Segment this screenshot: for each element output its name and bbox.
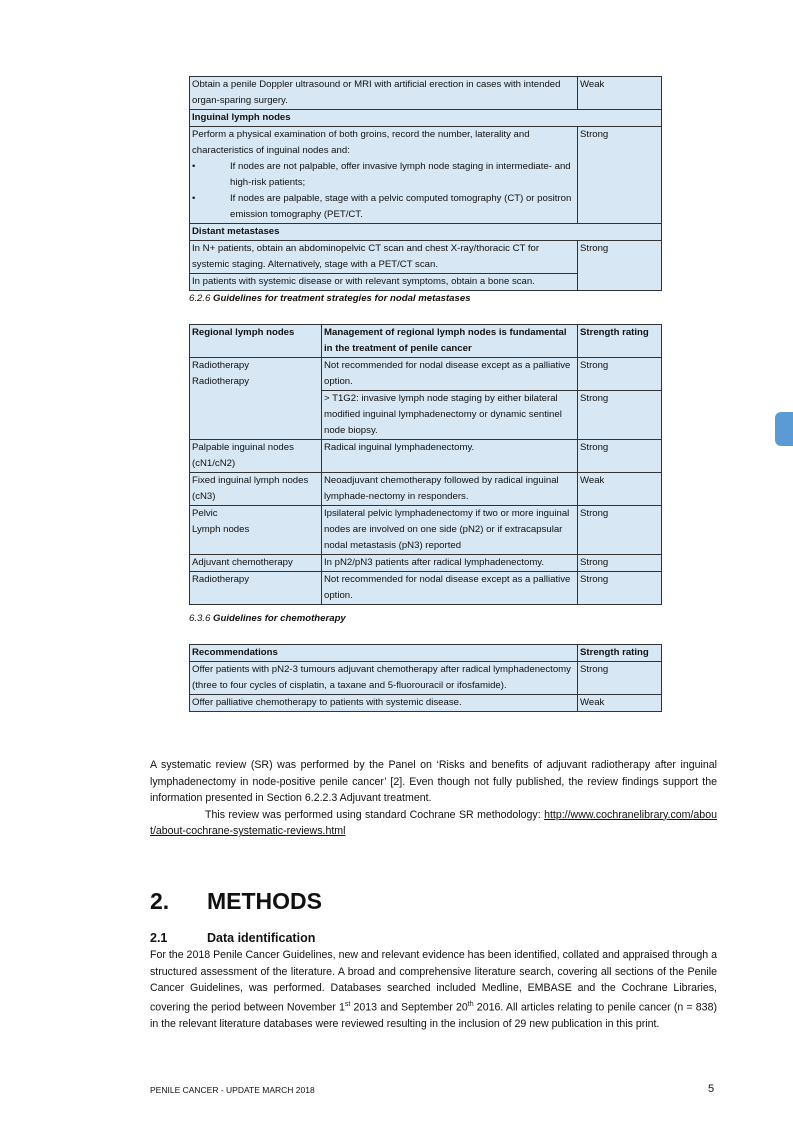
node-cell: Palpable inguinal nodes (cN1/cN2) xyxy=(190,440,322,473)
table-row xyxy=(190,241,662,274)
section-header: Distant metastases xyxy=(190,224,662,241)
rating-cell: Strong xyxy=(578,555,662,572)
recommendation-cell: Not recommended for nodal disease except as a palliative option. xyxy=(322,572,578,605)
rating-cell: Strong xyxy=(578,662,662,695)
page-number: 5 xyxy=(708,1083,715,1095)
side-tab-marker[interactable] xyxy=(775,412,793,446)
cochrane-link[interactable]: http://www.cochranelibrary.com/about/about-cochrane-systematic-reviews.html xyxy=(150,808,717,837)
methods-paragraph: For the 2018 Penile Cancer Guidelines, new and relevant evidence has been identified, collated and appraised through a structured assessment of the literature. A broad and comprehensive literature search, covering all sections of the Penile Cancer Guidelines, was performed. Databases searched included Medline, EMBASE and the Cochrane Libraries, covering the period between November 1st 2013 and September 20th 2016. All articles relating to penile cancer (n = 838) in the relevant literature databases were reviewed resulting in the inclusion of 29 new publication in this print. xyxy=(150,949,717,1030)
column-header: Strength rating xyxy=(578,645,662,662)
column-header: Strength rating xyxy=(578,325,662,358)
rating-cell: Weak xyxy=(578,473,662,506)
bullet-text: If nodes are not palpable, offer invasive lymph node staging in intermediate- and high-risk patients; xyxy=(230,161,571,188)
section-header: Inguinal lymph nodes xyxy=(190,110,662,127)
recommendation-cell: Radical inguinal lymphadenectomy. xyxy=(322,440,578,473)
recommendation-cell: Offer patients with pN2-3 tumours adjuvant chemotherapy after radical lymphadenectomy (three to four cycles of cisplatin, a taxane and 5-fluorouracil or ifosfamide). xyxy=(190,662,578,695)
node-cell: Pelvic Lymph nodes xyxy=(190,506,322,555)
column-header: Management of regional lymph nodes is fundamental in the treatment of penile cancer xyxy=(322,325,578,358)
recommendation-cell: Ipsilateral pelvic lymphadenectomy if two or more inguinal nodes are involved on one side (pN2) or if extracapsular nodal metastasis (pN3) reported xyxy=(322,506,578,555)
data-identification-heading: 2.1 Data identification xyxy=(150,931,316,945)
table-section-row xyxy=(190,224,662,241)
table-row xyxy=(190,473,662,506)
chemotherapy-table xyxy=(189,644,662,712)
rating-cell: Strong xyxy=(578,391,662,440)
recommendation-cell: In patients with systemic disease or with relevant symptoms, obtain a bone scan. xyxy=(190,274,578,291)
bullet-text: If nodes are palpable, stage with a pelvic computed tomography (CT) or positron emission tomography (PET/CT. xyxy=(230,193,572,220)
node-cell: Radiotherapy Radiotherapy xyxy=(190,358,322,440)
paragraph-text: A systematic review (SR) was performed by the Panel on ‘Risks and benefits of adjuvant radiotherapy after inguinal lymphadenectomy in node-positive penile cancer’ [2]. Even though not fully published, the review findings support the information presented in Section 6.2.2.3 Adjuvant treatment. xyxy=(150,759,717,804)
bullet-item: • If nodes are not palpable, offer invasive lymph node staging in intermediate- and high-risk patients; xyxy=(192,159,575,191)
recommendation-cell: Not recommended for nodal disease except as a palliative option. xyxy=(322,358,578,391)
methods-heading: 2. METHODS xyxy=(150,888,322,914)
section-heading-6-3-6: 6.3.6 Guidelines for chemotherapy xyxy=(189,613,346,624)
recommendation-cell: In pN2/pN3 patients after radical lymphadenectomy. xyxy=(322,555,578,572)
table-header-row xyxy=(190,645,662,662)
table-row xyxy=(190,358,662,391)
node-cell: Adjuvant chemotherapy xyxy=(190,555,322,572)
table-header-row xyxy=(190,325,662,358)
table-row xyxy=(190,506,662,555)
table-row xyxy=(190,662,662,695)
page-footer: PENILE CANCER - UPDATE MARCH 2018 xyxy=(150,1085,315,1095)
recommendation-cell: Neoadjuvant chemotherapy followed by radical inguinal lymphade-nectomy in responders. xyxy=(322,473,578,506)
rating-cell: Strong xyxy=(578,127,662,224)
rating-cell: Strong xyxy=(578,358,662,391)
rating-cell: Weak xyxy=(578,77,662,110)
rating-cell: Weak xyxy=(578,695,662,712)
table-row xyxy=(190,555,662,572)
paragraph-text: This review was performed using standard Cochrane SR methodology: http://www.cochranelibrary.com/about/about-cochrane-systematic-reviews.html xyxy=(150,808,717,837)
column-header: Recommendations xyxy=(190,645,578,662)
table-row xyxy=(190,440,662,473)
rating-cell: Strong xyxy=(578,241,662,291)
recommendation-cell: In N+ patients, obtain an abdominopelvic CT scan and chest X-ray/thoracic CT for systemic staging. Alternatively, stage with a PET/CT scan. xyxy=(190,241,578,274)
section-heading-6-2-6: 6.2.6 Guidelines for treatment strategies for nodal metastases xyxy=(189,293,471,304)
recommendation-cell: Offer palliative chemotherapy to patients with systemic disease. xyxy=(190,695,578,712)
rating-cell: Strong xyxy=(578,440,662,473)
column-header: Regional lymph nodes xyxy=(190,325,322,358)
recommendation-text: Perform a physical examination of both groins, record the number, laterality and characteristics of inguinal nodes and: xyxy=(192,129,530,156)
recommendation-cell: Obtain a penile Doppler ultrasound or MRI with artificial erection in cases with intended organ-sparing surgery. xyxy=(190,77,578,110)
nodal-metastases-table xyxy=(189,324,662,605)
body-paragraph xyxy=(150,757,717,840)
recommendation-cell: > T1G2: invasive lymph node staging by either bilateral modified inguinal lymphadenectomy or dynamic sentinel node biopsy. xyxy=(322,391,578,440)
diagnostic-recommendations-table xyxy=(189,76,662,291)
rating-cell: Strong xyxy=(578,572,662,605)
rating-cell: Strong xyxy=(578,506,662,555)
table-row xyxy=(190,77,662,110)
recommendation-cell xyxy=(190,127,578,224)
table-section-row xyxy=(190,110,662,127)
table-row xyxy=(190,572,662,605)
bullet-item: • If nodes are palpable, stage with a pelvic computed tomography (CT) or positron emission tomography (PET/CT. xyxy=(192,191,575,223)
table-row xyxy=(190,127,662,224)
table-row xyxy=(190,695,662,712)
node-cell: Radiotherapy xyxy=(190,572,322,605)
node-cell: Fixed inguinal lymph nodes (cN3) xyxy=(190,473,322,506)
